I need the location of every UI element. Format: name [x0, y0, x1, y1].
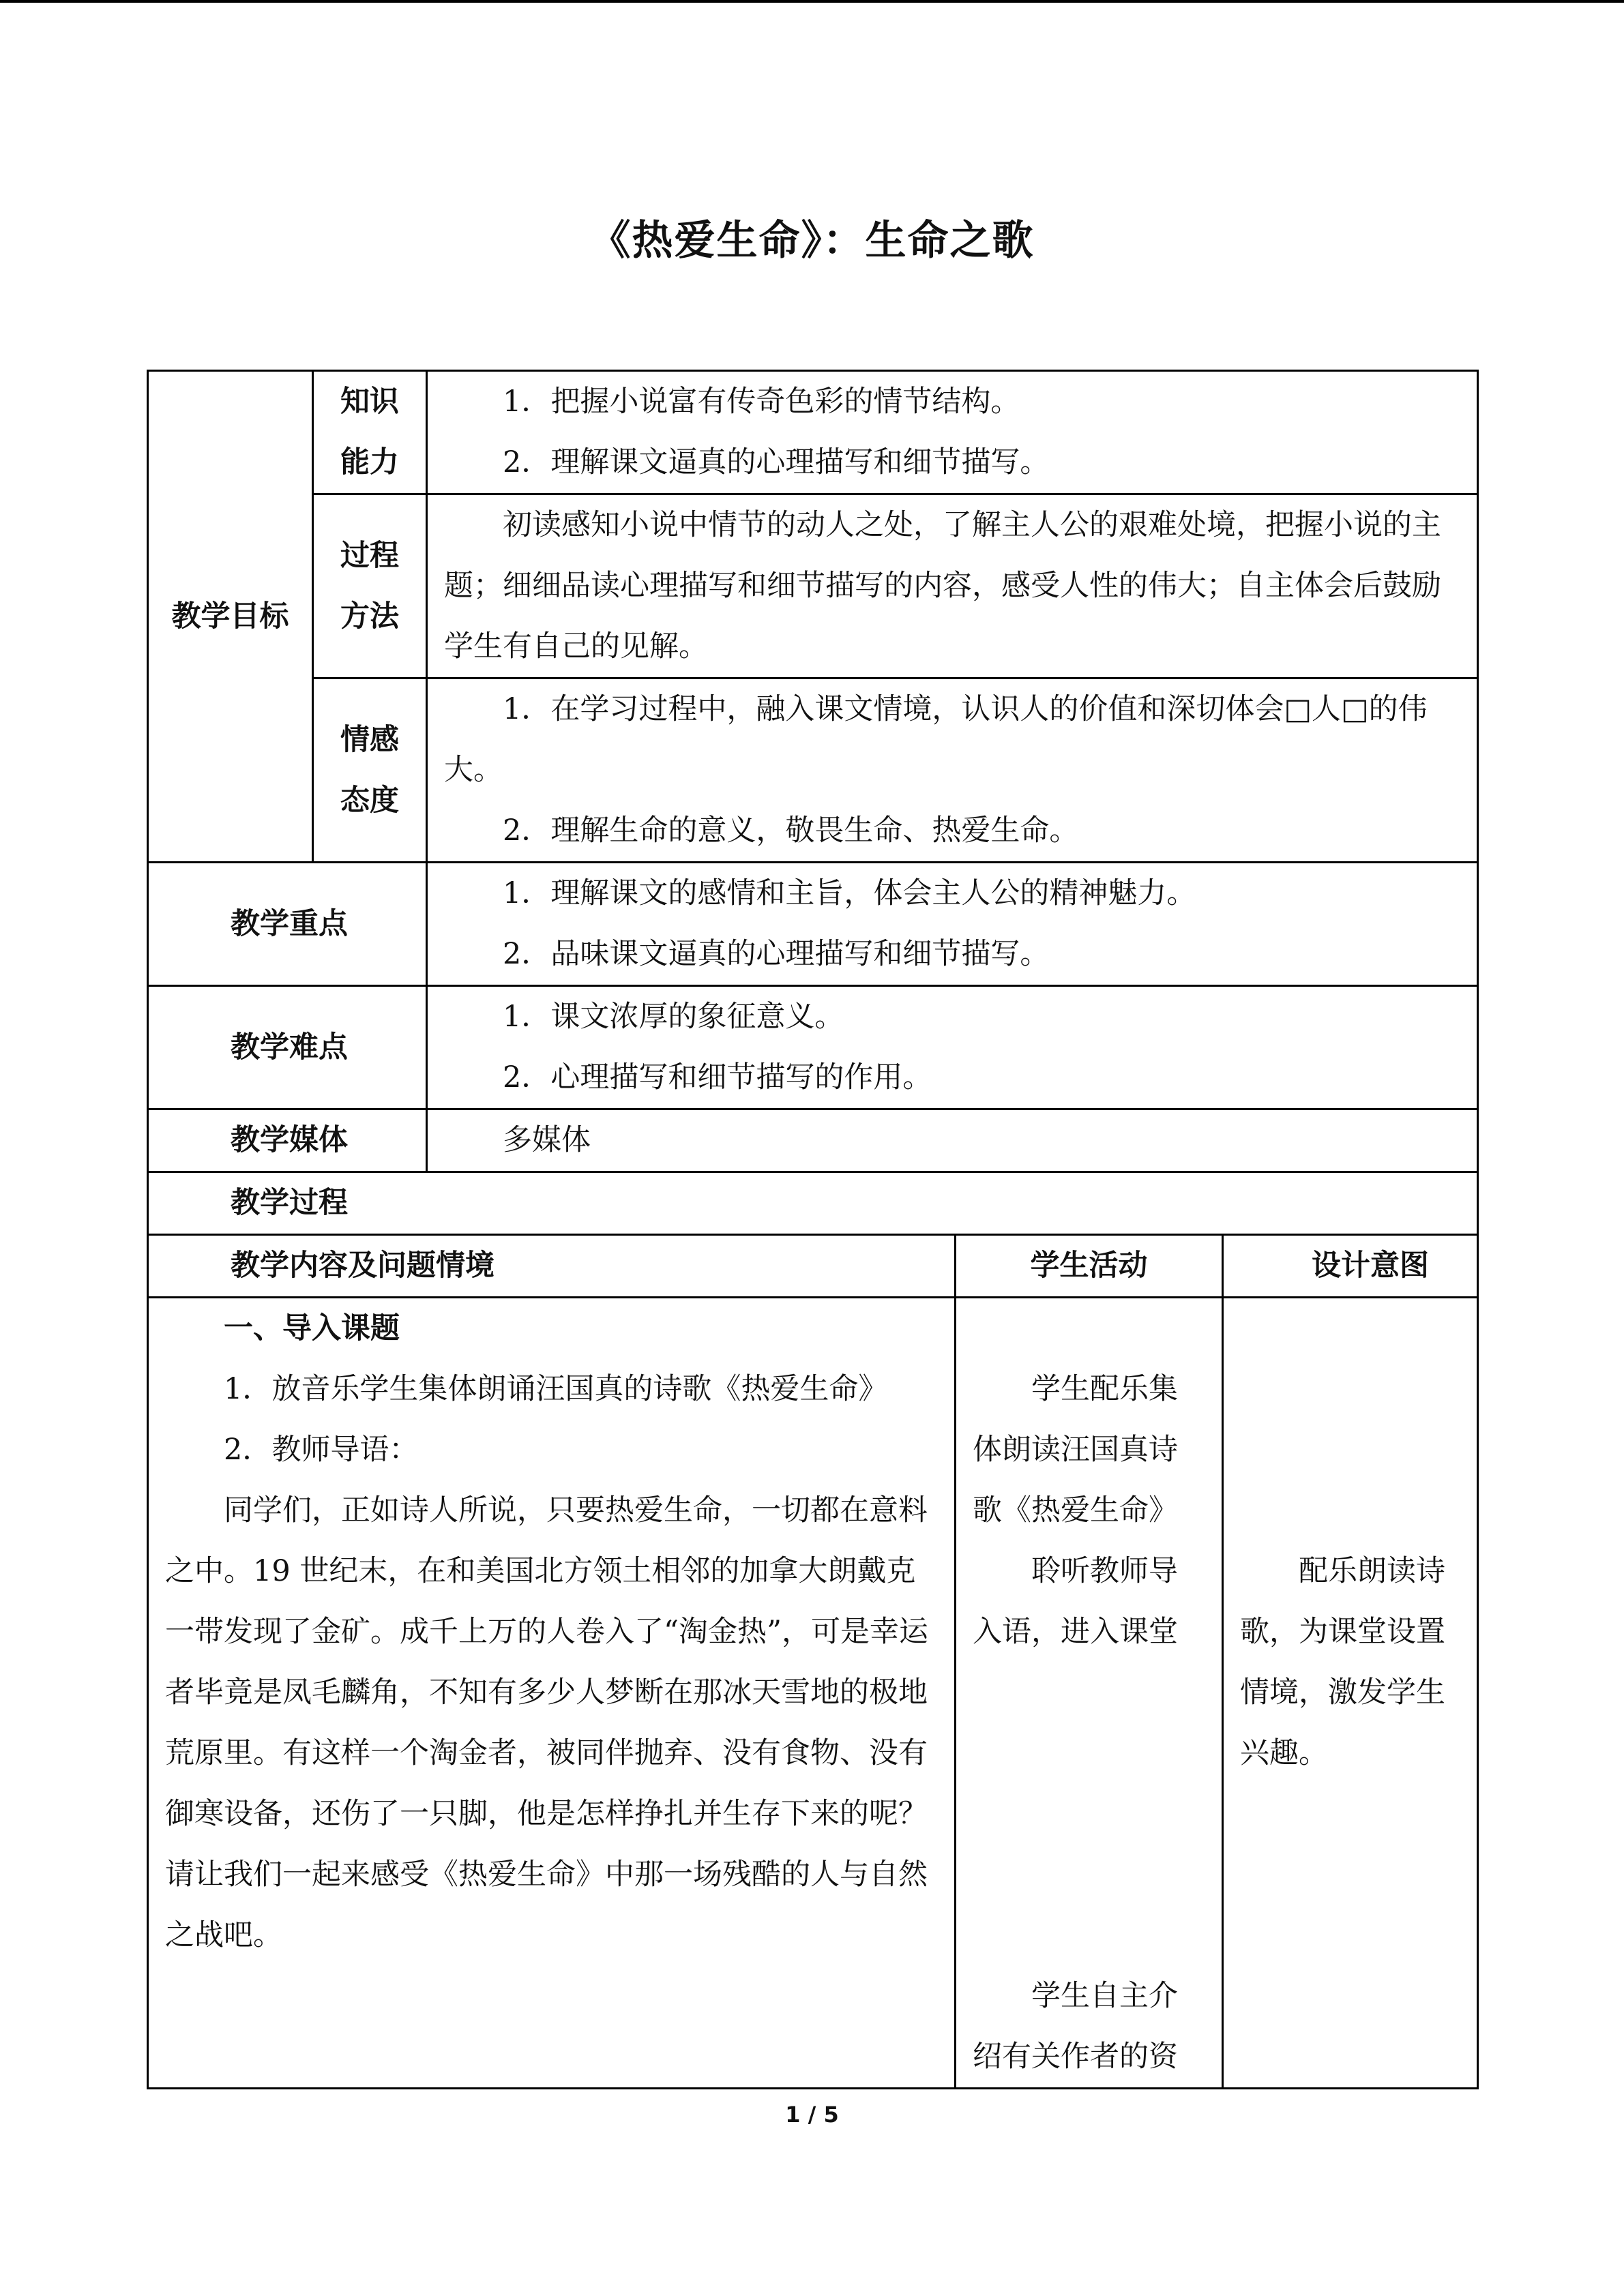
knowledge-content	[427, 371, 1478, 494]
knowledge-label	[313, 371, 427, 494]
objectives-knowledge-row	[148, 371, 1478, 494]
design-intent-cell	[1223, 1298, 1478, 2089]
process-label	[313, 494, 427, 679]
difficulty-2: 2．心理描写和细节描写的作用。	[503, 1060, 932, 1094]
activity-1: 学生配乐集体朗读汪国真诗歌《热爱生命》	[973, 1372, 1178, 1527]
activity-2: 聆听教师导入语，进入课堂	[973, 1554, 1178, 1649]
objectives-emotion-row	[148, 679, 1478, 863]
knowledge-line-2: 2．理解课文逼真的心理描写和细节描写。	[503, 445, 1050, 479]
page-number: 1 / 5	[785, 2102, 839, 2128]
media-value: 多媒体	[503, 1123, 591, 1157]
difficulties-label: 教学难点	[148, 986, 427, 1109]
process-content	[427, 494, 1478, 679]
media-content	[427, 1109, 1478, 1172]
teaching-content-cell	[148, 1298, 956, 2089]
emotion-label-line2: 态度	[340, 783, 399, 818]
content-item-2: 2．教师导语：	[224, 1433, 419, 1467]
column-header-content: 教学内容及问题情境	[148, 1235, 956, 1298]
knowledge-line-1: 1．把握小说富有传奇色彩的情节结构。	[503, 385, 1020, 419]
emotion-label-line1: 情感	[340, 722, 399, 757]
emotion-line-2: 2．理解生命的意义，敬畏生命、热爱生命。	[503, 814, 1079, 848]
process-section-label: 教学过程	[148, 1172, 1478, 1235]
knowledge-label-line1: 知识	[340, 385, 399, 419]
objectives-label: 教学目标	[148, 371, 313, 863]
column-header-activity: 学生活动	[956, 1235, 1223, 1298]
media-label: 教学媒体	[148, 1109, 427, 1172]
top-rule	[0, 0, 1624, 3]
key-points-row	[148, 863, 1478, 986]
student-activity-cell	[956, 1298, 1223, 2089]
content-item-1: 1．放音乐学生集体朗诵汪国真的诗歌《热爱生命》	[224, 1372, 888, 1406]
column-header-intent: 设计意图	[1223, 1235, 1478, 1298]
key-points-content	[427, 863, 1478, 986]
emotion-content	[427, 679, 1478, 863]
section-heading: 一、导入课题	[224, 1311, 400, 1345]
column-header-row	[148, 1235, 1478, 1298]
teacher-speech: 同学们，正如诗人所说，只要热爱生命，一切都在意料之中。19 世纪末，在和美国北方领土相邻的加拿大朗戴克一带发现了金矿。成千上万的人卷入了“淘金热”，可是幸运者毕竟是凤毛麟角，不知有多少人梦断在那冰天雪地的极地荒原里。有这样一个淘金者，被同伴抛弃、没有食物、没有御寒设备，还伤了一只脚，他是怎样挣扎并生存下来的呢？请让我们一起来感受《热爱生命》中那一场残酷的人与自然之战吧。	[165, 1493, 928, 1952]
design-intent-text: 配乐朗读诗歌，为课堂设置情境，激发学生兴趣。	[1240, 1554, 1445, 1770]
media-row	[148, 1109, 1478, 1172]
activity-3: 学生自主介绍有关作者的资	[973, 1979, 1178, 2074]
key-points-label: 教学重点	[148, 863, 427, 986]
key-point-1: 1．理解课文的感情和主旨，体会主人公的精神魅力。	[503, 876, 1196, 910]
emotion-label	[313, 679, 427, 863]
key-point-2: 2．品味课文逼真的心理描写和细节描写。	[503, 937, 1050, 971]
process-body-row	[148, 1298, 1478, 2089]
process-section-row	[148, 1172, 1478, 1235]
difficulties-row	[148, 986, 1478, 1109]
process-label-line2: 方法	[340, 599, 399, 633]
document-title: 《热爱生命》：生命之歌	[589, 217, 1035, 265]
difficulties-content	[427, 986, 1478, 1109]
difficulty-1: 1．课文浓厚的象征意义。	[503, 1000, 844, 1034]
emotion-line-1: 1．在学习过程中，融入课文情境，认识人的价值和深切体会□人□的伟大。	[444, 692, 1428, 787]
knowledge-label-line2: 能力	[340, 445, 399, 479]
lesson-plan-table	[147, 370, 1479, 2089]
process-text: 初读感知小说中情节的动人之处，了解主人公的艰难处境，把握小说的主题；细细品读心理描写和细节描写的内容，感受人性的伟大；自主体会后鼓励学生有自己的见解。	[444, 508, 1441, 664]
objectives-process-row	[148, 494, 1478, 679]
process-label-line1: 过程	[340, 538, 399, 573]
